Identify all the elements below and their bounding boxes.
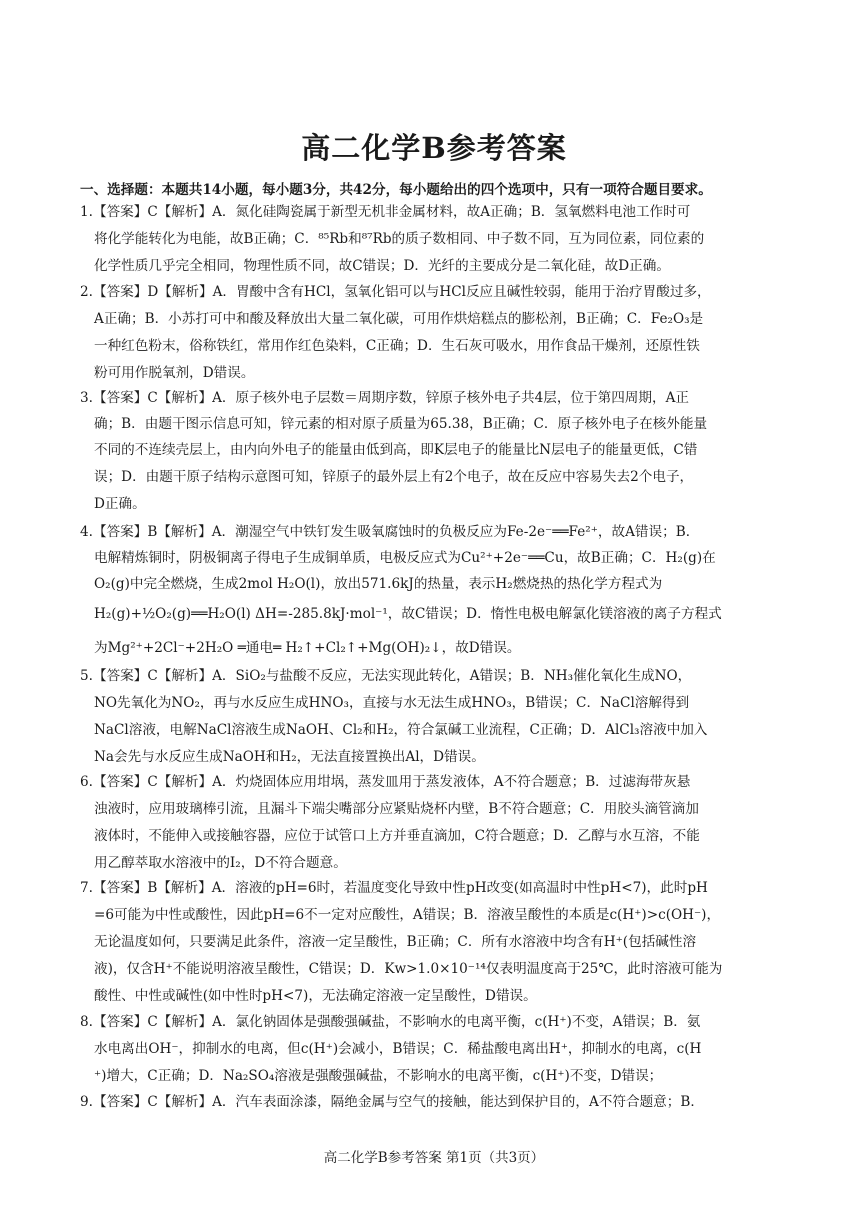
page-footer: 高二化学B参考答案 第1页（共3页） (323, 1150, 545, 1166)
answer-line: 酸性、中性或碱性(如中性时pH<7)，无法确定溶液一定呈酸性，D错误。 (94, 988, 537, 1004)
answer-line: 5.【答案】C【解析】A．SiO₂与盐酸不反应，无法实现此转化，A错误；B．NH₃催化氧化生成NO， (80, 668, 692, 684)
answer-line: 3.【答案】C【解析】A．原子核外电子层数＝周期序数，锌原子核外电子共4层，位于第四周期，A正 (80, 390, 689, 406)
answer-line: 1.【答案】C【解析】A．氮化硅陶瓷属于新型无机非金属材料，故A正确；B．氢氧燃料电池工作时可 (80, 204, 691, 220)
answer-line: D正确。 (94, 496, 146, 512)
answer-line: O₂(g)中完全燃烧，生成2mol H₂O(l)，放出571.6kJ的热量，表示H₂燃烧热的热化学方程式为 (94, 576, 663, 592)
answer-line: 化学性质几乎完全相同，物理性质不同，故C错误；D．光纤的主要成分是二氧化硅，故D正确。 (94, 258, 670, 274)
answer-line: 粉可用作脱氧剂，D错误。 (94, 365, 255, 381)
answer-line: 2.【答案】D【解析】A．胃酸中含有HCl，氢氧化铝可以与HCl反应且碱性较弱，能用于治疗胃酸过多， (80, 284, 711, 300)
answer-line: 一种红色粉末，俗称铁红，常用作红色染料，C正确；D．生石灰可吸水，用作食品干燥剂，还原性铁 (94, 338, 700, 354)
answer-line: 水电离出OH⁻，抑制水的电离，但c(H⁺)会减小，B错误；C．稀盐酸电离出H⁺，抑制水的电离，c(H (94, 1041, 702, 1057)
answer-line: 7.【答案】B【解析】A．溶液的pH=6时，若温度变化导致中性pH改变(如高温时中性pH<7)，此时pH (80, 880, 708, 896)
answer-line: NaCl溶液，电解NaCl溶液生成NaOH、Cl₂和H₂，符合氯碱工业流程，C正确；D．AlCl₃溶液中加入 (94, 722, 708, 738)
answer-line: 6.【答案】C【解析】A．灼烧固体应用坩埚，蒸发皿用于蒸发液体，A不符合题意；B．过滤海带灰悬 (80, 774, 691, 790)
answer-line: H₂(g)+½O₂(g)══H₂O(l) ΔH=-285.8kJ·mol⁻¹，故C错误；D．惰性电极电解氯化镁溶液的离子方程式 (94, 606, 722, 622)
answer-line: 4.【答案】B【解析】A．潮湿空气中铁钉发生吸氧腐蚀时的负极反应为Fe-2e⁻══Fe²⁺，故A错误；B． (80, 524, 700, 540)
answer-line: 用乙醇萃取水溶液中的I₂，D不符合题意。 (94, 855, 347, 871)
answer-line: ⁺)增大，C正确；D．Na₂SO₄溶液是强酸强碱盐，不影响水的电离平衡，c(H⁺)不变，D错误； (94, 1068, 663, 1084)
answer-line: 不同的不连续壳层上，由内向外电子的能量由低到高，即K层电子的能量比N层电子的能量更低，C错 (94, 442, 698, 458)
answer-line: Na会先与水反应生成NaOH和H₂，无法直接置换出Al，D错误。 (94, 749, 485, 765)
answer-line: NO先氧化为NO₂，再与水反应生成HNO₃，直接与水无法生成HNO₃，B错误；C．NaCl溶解得到 (94, 695, 690, 711)
answer-line: 确；B．由题干图示信息可知，锌元素的相对原子质量为65.38，B正确；C．原子核外电子在核外能量 (94, 416, 708, 432)
answer-line: 误；D．由题干原子结构示意图可知，锌原子的最外层上有2个电子，故在反应中容易失去2个电子， (94, 469, 694, 485)
answer-line: 9.【答案】C【解析】A．汽车表面涂漆，隔绝金属与空气的接触，能达到保护目的，A不符合题意；B． (80, 1094, 704, 1110)
answer-line: 液)，仅含H⁺不能说明溶液呈酸性，C错误；D．Kw>1.0×10⁻¹⁴仅表明温度高于25℃，此时溶液可能为 (94, 961, 723, 977)
answer-line: 电解精炼铜时，阴极铜离子得电子生成铜单质，电极反应式为Cu²⁺+2e⁻══Cu，故B正确；C．H₂(g)在 (94, 550, 716, 566)
page-title: 高二化学B参考答案 (301, 131, 567, 165)
answer-line: 无论温度如何，只要满足此条件，溶液一定呈酸性，B正确；C．所有水溶液中均含有H⁺(包括碱性溶 (94, 934, 697, 950)
answer-line: =6可能为中性或酸性，因此pH=6不一定对应酸性，A错误；B．溶液呈酸性的本质是c(H⁺)>c(OH⁻)， (94, 907, 721, 923)
answer-line: 为Mg²⁺+2Cl⁻+2H₂O ═通电═ H₂↑+Cl₂↑+Mg(OH)₂↓，故D错误。 (94, 640, 521, 656)
answer-line: 液体时，不能伸入或接触容器，应位于试管口上方并垂直滴加，C符合题意；D．乙醇与水互溶，不能 (94, 828, 700, 844)
answer-line: 浊液时，应用玻璃棒引流，且漏斗下端尖嘴部分应紧贴烧杯内壁，B不符合题意；C．用胶头滴管滴加 (94, 801, 699, 817)
answer-line: 8.【答案】C【解析】A．氯化钠固体是强酸强碱盐，不影响水的电离平衡，c(H⁺)不变，A错误；B．氨 (80, 1014, 701, 1030)
answer-line: A正确；B．小苏打可中和酸及释放出大量二氧化碳，可用作烘焙糕点的膨松剂，B正确；C．Fe₂O₃是 (94, 311, 704, 327)
section-heading: 一、选择题：本题共14小题，每小题3分，共42分，每小题给出的四个选项中，只有一项符合题目要求。 (80, 182, 712, 198)
answer-line: 将化学能转化为电能，故B正确；C．⁸⁵Rb和⁸⁷Rb的质子数相同、中子数不同，互为同位素，同位素的 (94, 231, 705, 247)
